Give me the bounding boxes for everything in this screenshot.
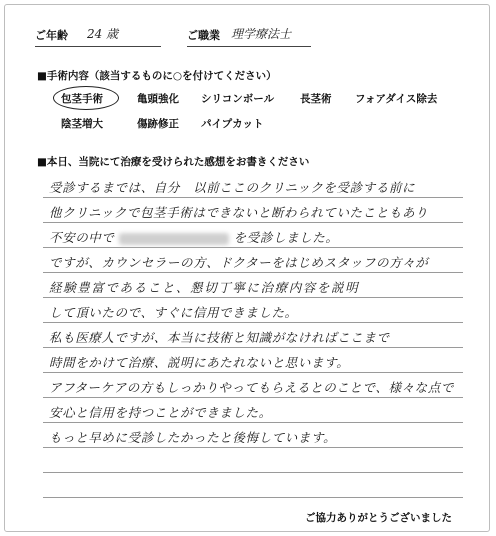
- feedback-line: 経験豊富であること、懇切丁寧に治療内容を説明: [49, 280, 360, 295]
- job-value: 理学療法士: [231, 27, 292, 41]
- ruled-line: [43, 447, 463, 448]
- feedback-line-part: を受診しました。: [233, 230, 339, 245]
- feedback-line: 安心と信用を持つことができました。: [49, 405, 272, 420]
- ruled-line: [43, 472, 463, 473]
- feedback-line: ですが、カウンセラーの方、ドクターをはじめスタッフの方々が: [49, 255, 429, 270]
- ruled-line: [43, 247, 463, 248]
- redacted-block: [119, 233, 229, 245]
- feedback-line-part: 不安の中で: [49, 230, 115, 245]
- ruled-line: [43, 322, 463, 323]
- job-underline: [187, 46, 311, 47]
- survey-card: [4, 4, 490, 532]
- thanks-text: ご協力ありがとうございました: [305, 512, 452, 524]
- ruled-line: [43, 347, 463, 348]
- option-fordyce: フォアダイス除去: [355, 93, 438, 105]
- ruled-line: [43, 422, 463, 423]
- ruled-line: [43, 197, 463, 198]
- age-label: ご年齢: [35, 29, 68, 42]
- ruled-line: [43, 372, 463, 373]
- feedback-title: ■本日、当院にて治療を受けられた感想をお書きください: [37, 156, 310, 168]
- option-kitou: 亀頭強化: [137, 93, 179, 105]
- feedback-line: 受診するまでは、自分 以前ここのクリニックを受診する前に: [49, 180, 416, 195]
- feedback-line: 他クリニックで包茎手術はできないと断わられていたこともあり: [49, 205, 429, 220]
- ruled-line: [43, 497, 463, 498]
- feedback-line-3: [49, 231, 469, 245]
- option-zoudai: 陰茎増大: [61, 118, 103, 130]
- option-pipecut: パイプカット: [201, 118, 264, 130]
- feedback-line: アフターケアの方もしっかりやってもらえるとのことで、様々な点で: [49, 380, 454, 395]
- option-hokei: 包茎手術: [61, 93, 103, 105]
- feedback-line: もっと早めに受診したかったと後悔しています。: [49, 430, 337, 445]
- age-underline: [35, 46, 161, 47]
- procedures-title: ■手術内容（該当するものに○を付けてください）: [37, 70, 277, 82]
- feedback-line: して頂いたので、すぐに信用できました。: [49, 305, 298, 320]
- option-kizuato: 傷跡修正: [137, 118, 179, 130]
- ruled-line: [43, 272, 463, 273]
- feedback-line: 時間をかけて治療、説明にあたれないと思います。: [49, 355, 350, 370]
- feedback-line: 私も医療人ですが、本当に技術と知識がなければここまで: [49, 330, 390, 345]
- age-value: 24 歳: [87, 27, 119, 41]
- ruled-line: [43, 222, 463, 223]
- ruled-line: [43, 397, 463, 398]
- option-choukei: 長茎術: [300, 93, 332, 105]
- job-label: ご職業: [187, 29, 220, 42]
- option-silicone: シリコンボール: [201, 93, 275, 105]
- ruled-line: [43, 297, 463, 298]
